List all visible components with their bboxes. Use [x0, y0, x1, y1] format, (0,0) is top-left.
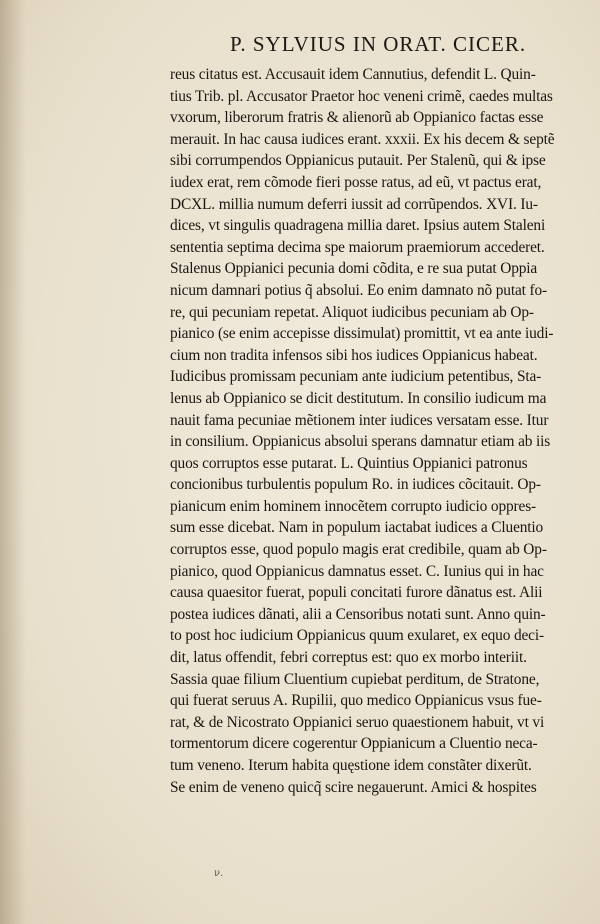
text-line: pianicum enim hominem innocẽtem corrupto iudicio oppres- [170, 497, 537, 515]
text-line: DCXL. millia numum deferri iussit ad corrũpendos. XVI. Iu- [170, 195, 538, 213]
text-line: Stalenus Oppianici pecunia domi cõdita, e re sua putat Oppia [170, 260, 538, 278]
text-line: iudex erat, rem cõmode fieri posse ratus, ad eũ, vt pactus erat, [170, 173, 542, 191]
text-line: re, qui pecuniam repetat. Aliquot iudicibus pecuniam ab Op- [170, 303, 534, 321]
text-line: qui fuerat seruus A. Rupilii, quo medico Oppianicus vsus fue- [170, 692, 542, 710]
text-line: Sassia quae filium Cluentium cupiebat perditum, de Stratone, [170, 670, 540, 688]
text-line: sibi corrumpendos Oppianicus putauit. Per Stalenũ, qui & ipse [170, 152, 546, 170]
text-line: rat, & de Nicostrato Oppianici seruo quaestionem habuit, vt vi [170, 713, 545, 731]
text-line: dit, latus offendit, febri correptus est: quo ex morbo interiit. [170, 649, 527, 667]
text-line: causa quaesitor fuerat, populi concitati furore dãnatus est. Alii [170, 584, 543, 602]
text-line: postea iudices dãnati, alii a Censoribus notati sunt. Anno quin- [170, 605, 546, 623]
text-line: concionibus turbulentis populum Ro. in iudices cõcitauit. Op- [170, 476, 541, 494]
text-line: in consilium. Oppianicus absolui sperans damnatur etiam ab iis [170, 433, 551, 451]
text-line: nauit fama pecuniae mẽtionem inter iudices versatam esse. Itur [170, 411, 549, 429]
text-line: tum veneno. Iterum habita quęstione idem constãter dixerũt. [170, 757, 532, 774]
text-line: pianico (se enim accepisse dissimulat) promittit, vt ea ante iudi- [170, 325, 554, 343]
text-line: dices, vt singulis quadragena millia daret. Ipsius autem Staleni [170, 217, 546, 235]
text-line: vxorum, liberorum fratris & alienorũ ab Oppianico factas esse [170, 109, 544, 127]
text-line: corruptos esse, quod populo magis erat credibile, quam ab Op- [170, 541, 547, 559]
text-line: cium non tradita infensos sibi hos iudices Oppianicus habeat. [170, 346, 538, 364]
text-line: reus citatus est. Accusauit idem Cannutius, defendit L. Quin- [170, 66, 536, 83]
text-line: Iudicibus promissam pecuniam ante iudicium petentibus, Sta- [170, 368, 542, 386]
text-line: merauit. In hac causa iudices erant. xxxii. Ex his decem & septẽ [170, 130, 555, 148]
text-line: pianico, quod Oppianicus damnatus esset. C. Iunius qui in hac [170, 562, 544, 580]
text-line: sententia septima decima spe maiorum praemiorum accederet. [170, 238, 545, 256]
text-block [170, 64, 590, 798]
text-line: quos corruptos esse putarat. L. Quintius Oppianici patronus [170, 454, 528, 472]
text-line: tormentorum dicere cogerentur Oppianicum a Cluentio neca- [170, 735, 538, 753]
text-line: tius Trib. pl. Accusator Praetor hoc veneni crimẽ, caedes multas [170, 87, 553, 105]
gutter-shadow [0, 0, 26, 924]
text-line: to post hoc iudicium Oppianicus quum exularet, ex equo deci- [170, 627, 544, 645]
text-line: nicum damnari potius q̃ absolui. Eo enim damnato nõ putat fo- [170, 281, 547, 299]
running-head: P. SYLVIUS IN ORAT. CICER. [230, 32, 527, 56]
text-line: sum esse dicebat. Nam in populum iactabat iudices a Cluentio [170, 519, 544, 537]
footer-mark: ν. [214, 868, 224, 879]
text-line: Se enim de veneno quicq̃ scire negauerunt. Amici & hospites [170, 778, 537, 796]
text-line: lenus ab Oppianico se dicit destitutum. In consilio iudicum ma [170, 389, 547, 407]
